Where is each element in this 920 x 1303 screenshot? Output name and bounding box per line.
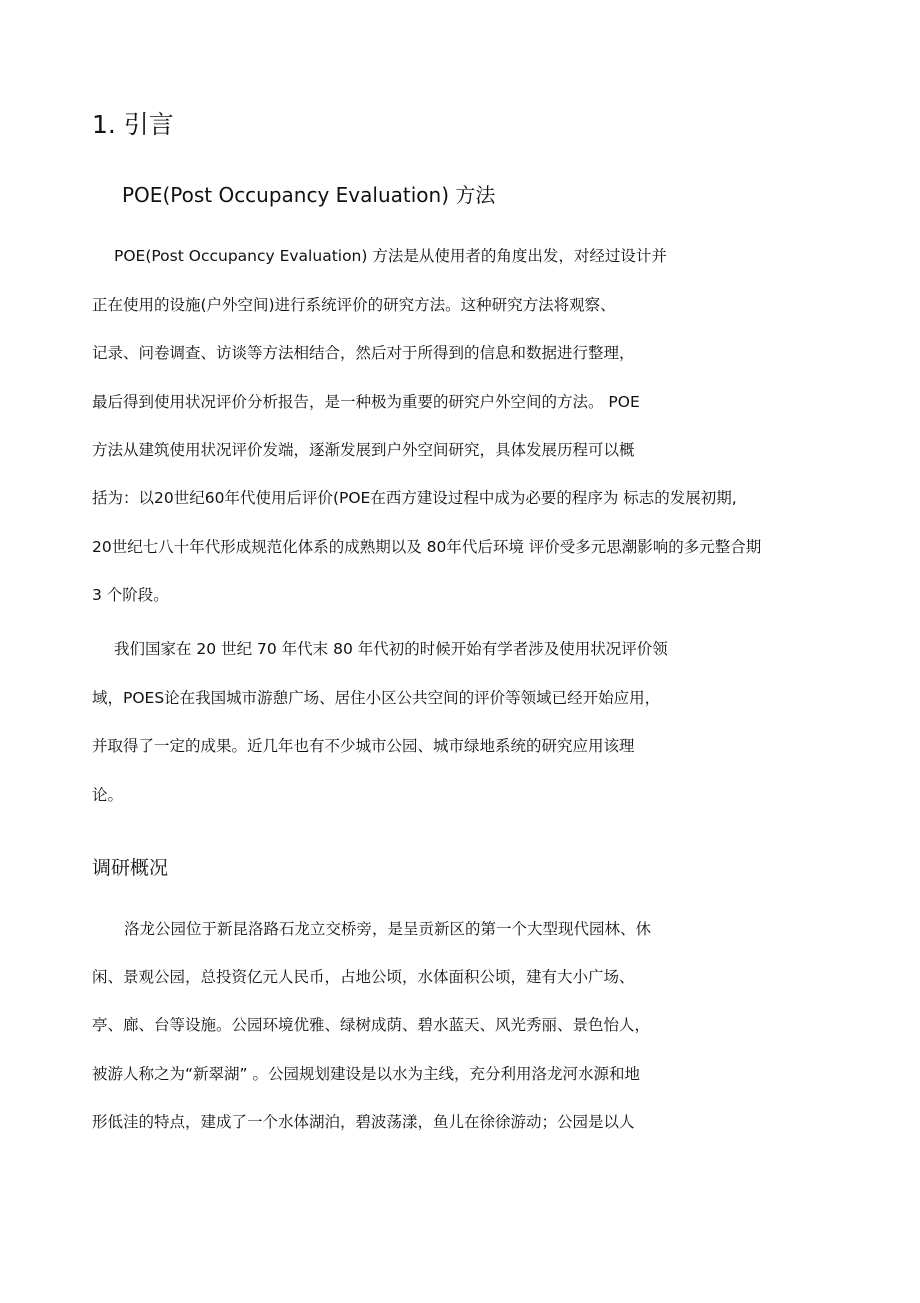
paragraph-line: 正在使用的设施(户外空间)进行系统评价的研究方法。这种研究方法将观察、 (92, 296, 616, 314)
subsection-heading-poe-method: POE(Post Occupancy Evaluation) 方法 (122, 183, 496, 207)
paragraph-line: 洛龙公园位于新昆洛路石龙立交桥旁，是呈贡新区的第一个大型现代园林、休 (124, 920, 652, 938)
paragraph-line: 记录、问卷调查、访谈等方法相结合，然后对于所得到的信息和数据进行整理， (92, 344, 635, 362)
paragraph-line: 形低洼的特点，建成了一个水体湖泊，碧波荡漾，鱼儿在徐徐游动；公园是以人 (92, 1113, 635, 1131)
paragraph-line: 括为：以20世纪60年代使用后评价(POE在西方建设过程中成为必要的程序为 标志的发展初期, (92, 489, 737, 507)
paragraph-line: 亭、廊、台等设施。公园环境优雅、绿树成荫、碧水蓝天、风光秀丽、景色怡人， (92, 1016, 651, 1034)
paragraph-line: 闲、景观公园，总投资亿元人民币，占地公顷，水体面积公顷，建有大小广场、 (92, 968, 635, 986)
paragraph-line: 方法从建筑使用状况评价发端，逐渐发展到户外空间研究，具体发展历程可以概 (92, 441, 635, 459)
paragraph-line: 论。 (92, 786, 124, 804)
paragraph-line: 20世纪七八十年代形成规范化体系的成熟期以及 80年代后环境 评价受多元思潮影响的多元整合期 (92, 538, 762, 556)
paragraph-line: 并取得了一定的成果。近几年也有不少城市公园、城市绿地系统的研究应用该理 (92, 737, 635, 755)
paragraph-line: 我们国家在 20 世纪 70 年代末 80 年代初的时候开始有学者涉及使用状况评价领 (114, 640, 668, 658)
paragraph-line: 最后得到使用状况评价分析报告，是一种极为重要的研究户外空间的方法。 POE (92, 393, 640, 411)
paragraph-line: 被游人称之为“新翠湖” 。公园规划建设是以水为主线，充分利用洛龙河水源和地 (92, 1065, 640, 1083)
paragraph-line: 域，POES论在我国城市游憩广场、居住小区公共空间的评价等领域已经开始应用， (92, 689, 661, 707)
paragraph-line: 3 个阶段。 (92, 586, 169, 604)
paragraph-line: POE(Post Occupancy Evaluation) 方法是从使用者的角度出发，对经过设计并 (114, 247, 667, 265)
section-heading-introduction: 1. 引言 (92, 110, 174, 139)
section-heading-survey-overview: 调研概况 (92, 857, 169, 879)
